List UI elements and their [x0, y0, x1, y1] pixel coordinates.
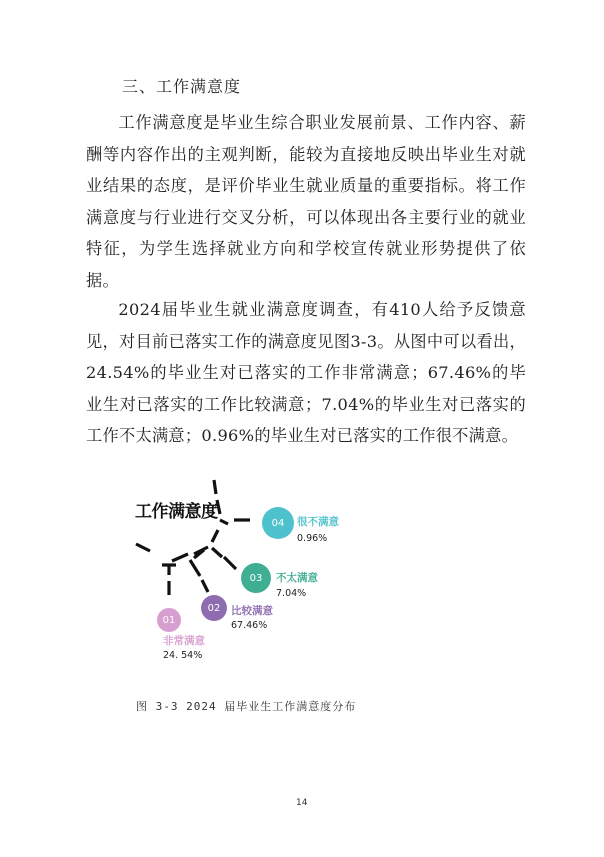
paragraph-intro: 工作满意度是毕业生综合职业发展前景、工作内容、薪酬等内容作出的主观判断，能较为直接地反映出毕业生对就业结果的态度，是评价毕业生就业质量的重要指标。将工作满意度与行业进行交叉分析，可以体现出各主要行业的就业特征，为学生选择就业方向和学校宣传就业形势提供了依据。 — [86, 113, 526, 290]
level-03-circle: 03 — [241, 563, 271, 593]
figure-title: 工作满意度 — [135, 502, 218, 522]
level-04-value: 0.96% — [297, 533, 328, 544]
level-01-circle: 01 — [157, 608, 181, 632]
section-heading: 三、工作满意度 — [122, 77, 242, 96]
level-03-value: 7.04% — [276, 588, 307, 599]
figure-caption: 图 3-3 2024 届毕业生工作满意度分布 — [136, 700, 357, 713]
level-02-value: 67.46% — [231, 620, 268, 631]
level-01-value: 24. 54% — [163, 650, 203, 661]
level-03-label: 不太满意 — [276, 572, 318, 584]
level-02-circle: 02 — [201, 595, 227, 621]
paragraph-survey: 2024届毕业生就业满意度调查，有410人给予反馈意见，对目前已落实工作的满意度见图3-3。从图中可以看出，24.54%的毕业生对已落实的工作非常满意；67.46%的毕业生对已落实的工作比较满意；7.04%的毕业生对已落实的工作不太满意；0.96%的毕业生对已落实的工作很不满意。 — [86, 300, 526, 445]
level-01-label: 非常满意 — [163, 635, 205, 647]
level-04-label: 很不满意 — [297, 516, 339, 528]
page-number: 14 — [296, 798, 308, 808]
level-04-circle: 04 — [262, 507, 294, 539]
level-02-label: 比较满意 — [231, 605, 273, 617]
